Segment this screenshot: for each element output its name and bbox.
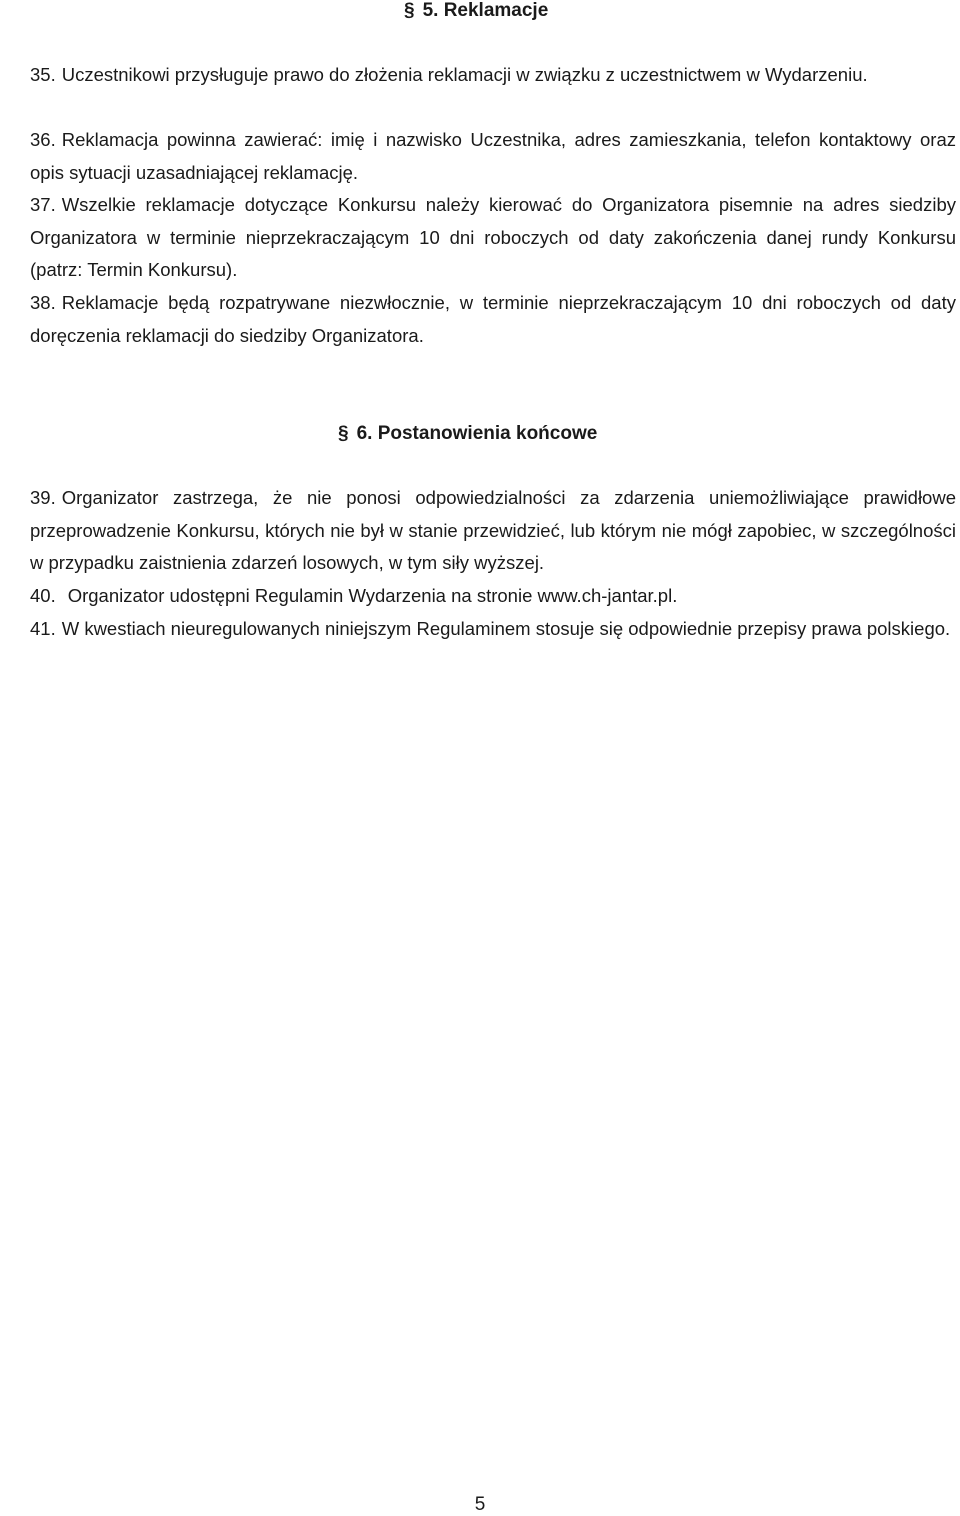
paragraph-text: Organizator zastrzega, że nie ponosi odpowiedzialności za zdarzenia uniemożliwiające prawidłowe przeprowadzenie Konkursu, których nie był w stanie przewidzieć, lub którym nie mógł zapobiec, w szczególności w przypadku zaistnienia zdarzeń losowych, w tym siły wyższej. bbox=[30, 487, 956, 573]
paragraph-text: Organizator udostępni Regulamin Wydarzenia na stronie www.ch-jantar.pl. bbox=[67, 585, 678, 606]
paragraph-text: Wszelkie reklamacje dotyczące Konkursu należy kierować do Organizatora pisemnie na adres siedziby Organizatora w terminie nieprzekraczającym 10 dni roboczych od daty zakończenia danej rundy Konkursu (patrz: Termin Konkursu). bbox=[30, 194, 956, 280]
paragraph-text: Reklamacja powinna zawierać: imię i nazwisko Uczestnika, adres zamieszkania, telefon kontaktowy oraz opis sytuacji uzasadniającej reklamację. bbox=[30, 129, 956, 183]
paragraph-36 bbox=[30, 124, 956, 189]
paragraph-number: 39. bbox=[30, 487, 56, 508]
section-symbol: § bbox=[338, 423, 349, 444]
paragraph-number: 38. bbox=[30, 292, 56, 313]
paragraph-number: 37. bbox=[30, 194, 56, 215]
paragraph-number: 36. bbox=[30, 129, 56, 150]
paragraph-text: W kwestiach nieuregulowanych niniejszym Regulaminem stosuje się odpowiednie przepisy prawa polskiego. bbox=[61, 618, 951, 639]
paragraph-37 bbox=[30, 189, 956, 287]
paragraph-number: 35. bbox=[30, 64, 56, 85]
paragraph-39 bbox=[30, 482, 956, 580]
paragraph-38 bbox=[30, 287, 956, 352]
paragraph-text: Reklamacje będą rozpatrywane niezwłocznie, w terminie nieprzekraczającym 10 dni roboczych od daty doręczenia reklamacji do siedziby Organizatora. bbox=[30, 292, 956, 346]
paragraph-number: 40. bbox=[30, 585, 56, 606]
paragraph-41 bbox=[30, 613, 956, 646]
section-title: 6. Postanowienia końcowe bbox=[356, 423, 598, 444]
section-symbol: § bbox=[404, 0, 415, 21]
page-number: 5 bbox=[474, 1494, 486, 1515]
paragraph-40 bbox=[30, 580, 956, 613]
paragraph-text: Uczestnikowi przysługuje prawo do złożenia reklamacji w związku z uczestnictwem w Wydarzeniu. bbox=[61, 64, 868, 85]
section-heading-5 bbox=[404, 0, 548, 22]
paragraph-number: 41. bbox=[30, 618, 56, 639]
section-title: 5. Reklamacje bbox=[422, 0, 549, 21]
paragraph-35 bbox=[30, 59, 956, 92]
section-heading-6 bbox=[338, 423, 597, 445]
